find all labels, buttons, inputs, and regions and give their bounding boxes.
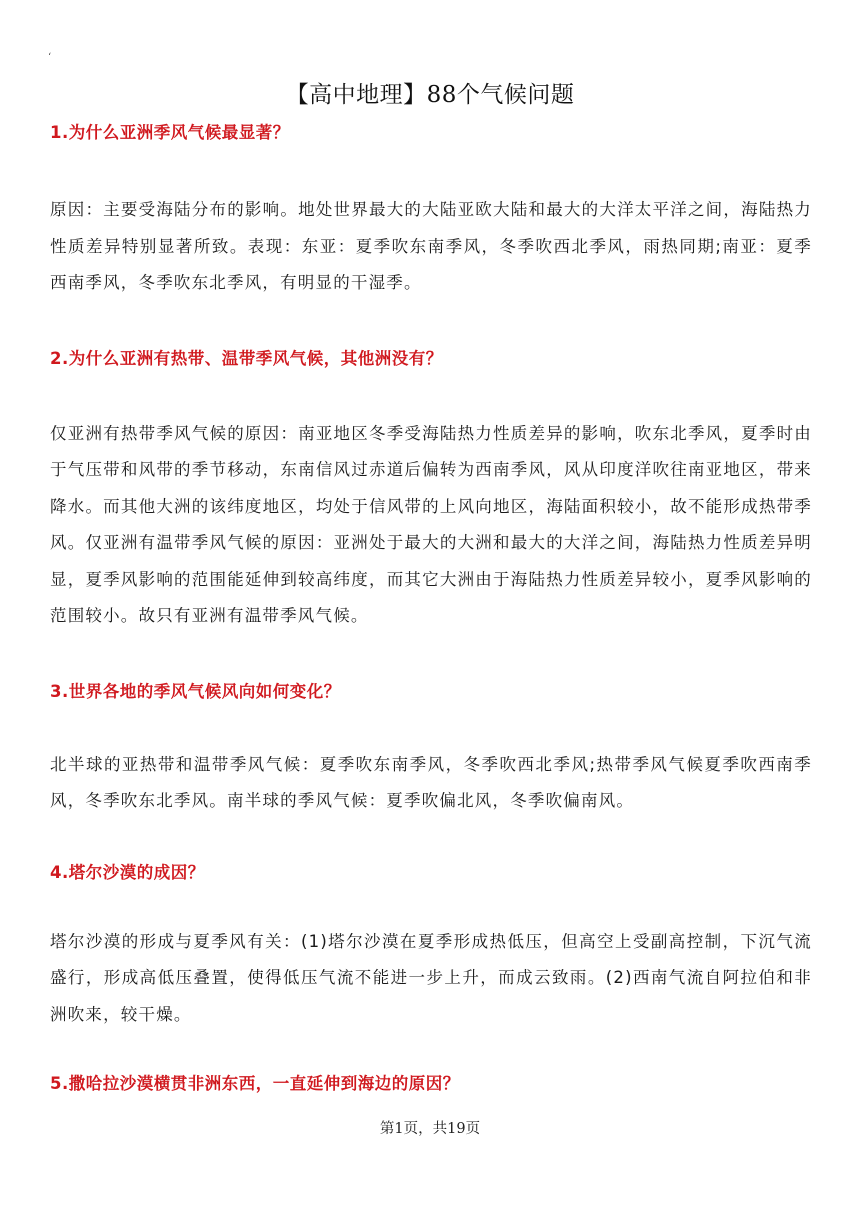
question-block-2 [50, 344, 812, 635]
question-heading: 3.世界各地的季风气候风向如何变化？ [50, 681, 341, 701]
answer-text: 原因：主要受海陆分布的影响。地处世界最大的大陆亚欧大陆和最大的大洋太平洋之间，海陆热力性质差异特别显著所致。表现：东亚：夏季吹东南季风，冬季吹西北季风，雨热同期;南亚：夏季西南季风，冬季吹东北季风，有明显的干湿季。 [50, 200, 812, 292]
answer-text: 塔尔沙漠的形成与夏季风有关：(1)塔尔沙漠在夏季形成热低压，但高空上受副高控制，下沉气流盛行，形成高低压叠置，使得低压气流不能进一步上升，而成云致雨。(2)西南气流自阿拉伯和非洲吹来，较干燥。 [50, 931, 812, 1024]
question-block-1 [50, 118, 812, 302]
answer-text: 仅亚洲有热带季风气候的原因：南亚地区冬季受海陆热力性质差异的影响，吹东北季风，夏季时由于气压带和风带的季节移动，东南信风过赤道后偏转为西南季风，风从印度洋吹往南亚地区，带来降水。而其他大洲的该纬度地区，均处于信风带的上风向地区，海陆面积较小，故不能形成热带季风。仅亚洲有温带季风气候的原因：亚洲处于最大的大洲和最大的大洋之间，海陆热力性质差异明显，夏季风影响的范围能延伸到较高纬度，而其它大洲由于海陆热力性质差异较小，夏季风影响的范围较小。故只有亚洲有温带季风气候。 [50, 423, 812, 625]
question-heading: 4.塔尔沙漠的成因？ [50, 862, 205, 882]
content-body [50, 118, 812, 1099]
question-heading: 5.撒哈拉沙漠横贯非洲东西，一直延伸到海边的原因？ [50, 1074, 460, 1093]
page-footer: 第1页，共19页 [379, 1121, 481, 1137]
answer-text: 北半球的亚热带和温带季风气候：夏季吹东南季风，冬季吹西北季风;热带季风气候夏季吹西南季风，冬季吹东北季风。南半球的季风气候：夏季吹偏北风，冬季吹偏南风。 [50, 754, 812, 810]
question-heading: 2.为什么亚洲有热带、温带季风气候，其他洲没有？ [50, 348, 443, 368]
question-heading: 1.为什么亚洲季风气候最显著？ [50, 123, 290, 142]
question-block-5 [50, 1069, 812, 1099]
corner-mark: ‘ [48, 52, 52, 63]
question-block-4 [50, 858, 812, 1034]
page-title: 【高中地理】88个气候问题 [285, 82, 575, 108]
question-block-3 [50, 677, 812, 820]
